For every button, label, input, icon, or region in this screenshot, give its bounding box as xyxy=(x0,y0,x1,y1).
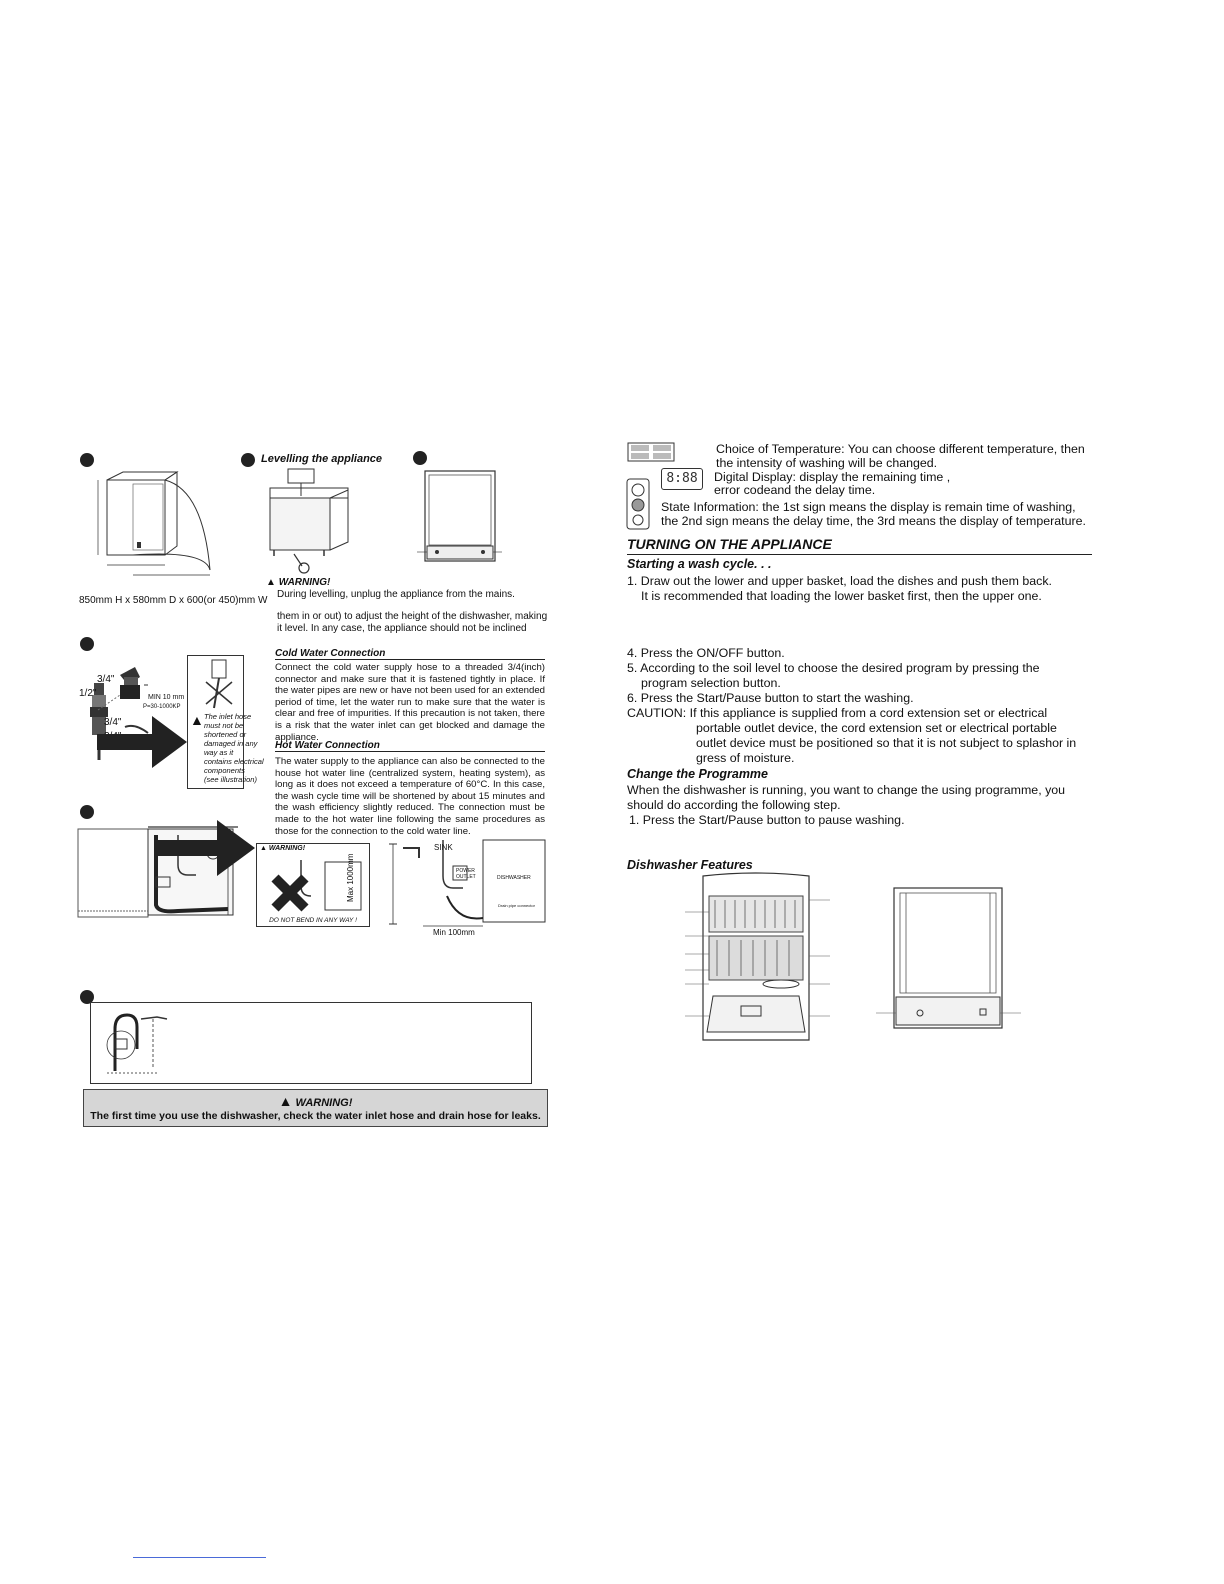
levelling-warning-line: During levelling, unplug the appliance from the mains. xyxy=(277,589,515,600)
hose-note-text: The inlet hose must not be shortened or damaged in any way as it contains electrical components (see illustration) xyxy=(204,712,264,784)
drain-connector-label: Drain pipe connector xyxy=(498,903,535,908)
step-6: 6. Press the Start/Pause button to start the washing. xyxy=(627,691,914,705)
caution-text: gress of moisture. xyxy=(696,751,795,765)
change-programme-title: Change the Programme xyxy=(627,767,769,781)
sink-label: SINK xyxy=(434,843,453,852)
caution-text: CAUTION: If this appliance is supplied from a cord extension set or electrical xyxy=(627,706,1048,720)
hose-cut-icon xyxy=(202,658,238,710)
warning-icon: ▲ xyxy=(260,845,267,852)
cold-water-title: Cold Water Connection xyxy=(275,648,545,660)
max-height-label: Max 1000mm xyxy=(346,853,355,902)
dishwasher-open-diagram xyxy=(685,872,830,1047)
step-marker xyxy=(413,451,427,465)
drain-hose-box xyxy=(90,1002,532,1084)
step-5: 5. According to the soil level to choose the desired program by pressing the xyxy=(627,661,1040,675)
fitting-label: 1/2" xyxy=(79,688,97,699)
change-programme-text: should do according the following step. xyxy=(627,798,841,812)
caution-text: portable outlet device, the cord extension set or electrical portable xyxy=(696,721,1057,735)
dimension-text: 850mm H x 580mm D x 600(or 450)mm W xyxy=(79,595,268,606)
fitting-label: 3/4" xyxy=(97,674,115,685)
step-5: program selection button. xyxy=(641,676,781,690)
min-height-label: Min 100mm xyxy=(433,928,475,937)
hot-water-title: Hot Water Connection xyxy=(275,740,545,752)
temperature-selector-icon xyxy=(627,442,675,462)
fitting-label: P=30-1000KP xyxy=(143,704,181,710)
state-info-text: State Information: the 1st sign means the display is remain time of washing, xyxy=(661,500,1076,514)
installation-dimension-diagram xyxy=(95,470,220,580)
state-info-text: the 2nd sign means the delay time, the 3rd means the display of temperature. xyxy=(661,514,1086,528)
fitting-label: 3/4" xyxy=(104,717,122,728)
warning-icon: ▲ xyxy=(190,712,204,728)
fitting-label: MIN 10 mm xyxy=(148,694,185,701)
levelling-diagram xyxy=(268,466,358,576)
do-not-bend-box: ▲ WARNING! DO NOT BEND IN ANY WAY ! xyxy=(256,843,370,927)
temperature-text: Choice of Temperature: You can choose different temperature, then xyxy=(716,442,1085,456)
step-1: It is recommended that loading the lower basket first, then the upper one. xyxy=(641,589,1042,603)
cold-water-text: Connect the cold water supply hose to a threaded 3/4(inch) connector and make sure that it is fastened tightly in place. If the water pipes are new or have not been used for an extended period of time, let the water run to make sure that the water is clear and free of impurities. If this precaution is not taken, there is a risk that the water inlet can get blocked and damage the appliance. xyxy=(275,662,545,743)
warning-icon: ▲ xyxy=(266,577,276,588)
temperature-text: the intensity of washing will be changed. xyxy=(716,456,938,470)
arrow-right-icon xyxy=(97,716,187,768)
change-step-1: 1. Press the Start/Pause button to pause washing. xyxy=(629,813,905,827)
arrow-right-icon xyxy=(155,820,255,876)
caution-text: outlet device must be positioned so that it is not subject to splashor in xyxy=(696,736,1077,750)
digital-display-text: Digital Display: display the remaining time , xyxy=(714,470,951,484)
door-frame-diagram xyxy=(417,468,502,568)
step-marker xyxy=(241,453,255,467)
power-outlet-label: POWER OUTLET xyxy=(456,868,476,880)
features-title: Dishwasher Features xyxy=(627,858,753,872)
levelling-warning-line: it level. In any case, the appliance should not be inclined xyxy=(277,623,527,634)
step-marker xyxy=(80,637,94,651)
step-1: 1. Draw out the lower and upper basket, load the dishes and push them back. xyxy=(627,574,1052,588)
leak-check-warning: ▲ WARNING! The first time you use the dishwasher, check the water inlet hose and drain hose for leaks. xyxy=(83,1089,548,1127)
state-info-icon xyxy=(626,478,650,530)
levelling-title: Levelling the appliance xyxy=(261,453,383,465)
step-marker xyxy=(80,453,94,467)
turning-on-title: TURNING ON THE APPLIANCE xyxy=(627,536,1092,555)
digital-display-text: error codeand the delay time. xyxy=(714,483,876,497)
step-4: 4. Press the ON/OFF button. xyxy=(627,646,785,660)
change-programme-text: When the dishwasher is running, you want to change the using programme, you xyxy=(627,783,1066,797)
do-not-bend-text: DO NOT BEND IN ANY WAY ! xyxy=(269,917,357,924)
digital-display-icon: 8:88 xyxy=(661,468,703,490)
levelling-warning: ▲ WARNING! xyxy=(266,577,331,588)
page-divider xyxy=(133,1557,266,1558)
dishwasher-front-diagram xyxy=(876,885,1026,1035)
hot-water-text: The water supply to the appliance can also be connected to the house hot water line (centralized system, heating system), as long as it does not exceed a temperature of 60°C. In this case, the wash cycle time will be shortened by about 15 minutes and the wash efficiency slightly reduced. The connection must be made to the hot water line following the same procedures as those for the connection to the cold water line. xyxy=(275,756,545,837)
starting-cycle-title: Starting a wash cycle. . . xyxy=(627,557,772,571)
step-marker xyxy=(80,805,94,819)
dishwasher-label: DISHWASHER xyxy=(497,875,531,881)
levelling-warning-line: them in or out) to adjust the height of the dishwasher, making xyxy=(277,611,548,622)
drain-height-diagram xyxy=(383,836,548,931)
leak-check-text: The first time you use the dishwasher, check the water inlet hose and drain hose for leaks. xyxy=(90,1110,541,1122)
drain-hose-diagram xyxy=(97,1009,187,1079)
warning-icon: ▲ xyxy=(278,1093,293,1109)
